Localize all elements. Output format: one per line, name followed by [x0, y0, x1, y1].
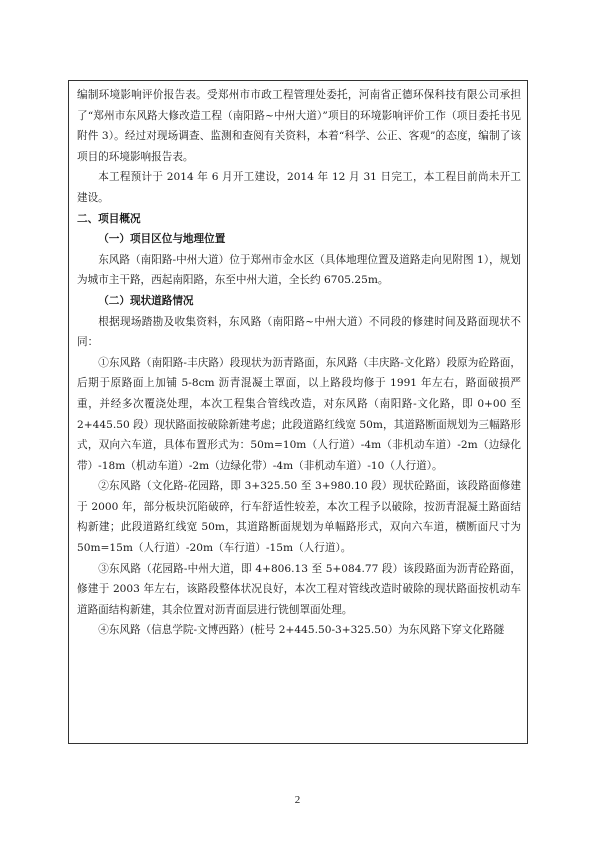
- document-frame: [68, 80, 528, 744]
- subheading-location: （一）项目区位与地理位置: [98, 233, 226, 246]
- section-heading-project-overview: 二、项目概况: [77, 212, 141, 225]
- paragraph-segment-4: ④东风路（信息学院-文博西路）(桩号 2+445.50-3+325.50）为东风路下穿文化路隧: [98, 624, 505, 637]
- paragraph-intro-continued: 编制环境影响评价报告表。受郑州市市政工程管理处委托，河南省正德环保科技有限公司承担了“郑州市东风路大修改造工程（南阳路~中州大道）”项目的环境影响评价工作（项目委托书见附件 3）。经过对现场调查、监测和查阅有关资料，本着“科学、公正、客观”的态度，编制了该项目的环境影响报告表。: [77, 89, 521, 163]
- paragraph-road-status-intro: 根据现场踏勘及收集资料，东风路（南阳路~中州大道）不同段的修建时间及路面现状不同：: [77, 315, 521, 349]
- paragraph-location: 东风路（南阳路-中州大道）位于郑州市金水区（具体地理位置及道路走向见附图 1），规划为城市主干路，西起南阳路，东至中州大道，全长约 6705.25m。: [77, 253, 521, 287]
- paragraph-schedule: 本工程预计于 2014 年 6 月开工建设，2014 年 12 月 31 日完工，本工程目前尚未开工建设。: [77, 171, 521, 204]
- page-number: 2: [294, 794, 301, 806]
- paragraph-segment-3: ③东风路（花园路-中州大道，即 4+806.13 至 5+084.77 段）该段路面为沥青砼路面，修建于 2003 年左右，该路段整体状况良好，本次工程对管线改造时破除的现状路面按机动车道路面结构新建，其余位置对沥青面层进行铣刨罩面处理。: [77, 562, 521, 616]
- subheading-road-status: （二）现状道路情况: [98, 294, 194, 307]
- document-body: [69, 81, 527, 641]
- paragraph-segment-1: ①东风路（南阳路-丰庆路）段现状为沥青路面，东风路（丰庆路-文化路）段原为砼路面，后期于原路面上加铺 5-8cm 沥青混凝土罩面，以上路段均修于 1991 年左右，路面破损严重，并经多次覆浇处理，本次工程集合管线改造，对东风路（南阳路-文化路，即 0+00 至 2+445.50 段）现状路面按破除新建考虑；此段道路红线宽 50m，其道路断面规划为三幅路形式，双向六车道，具体布置形式为：50m=10m（人行道）-4m（非机动车道）-2m（边绿化带）-18m（机动车道）-2m（边绿化带）-4m（非机动车道）-10（人行道）。: [77, 356, 521, 472]
- paragraph-segment-2: ②东风路（文化路-花园路，即 3+325.50 至 3+980.10 段）现状砼路面，该段路面修建于 2000 年，部分板块沉陷破碎，行车舒适性较差，本次工程予以破除，按沥青混凝土路面结构新建；此段道路红线宽 50m，其道路断面规划为单幅路形式，双向六车道，横断面尺寸为 50m=15m（人行道）-20m（车行道）-15m（人行道）。: [77, 480, 521, 555]
